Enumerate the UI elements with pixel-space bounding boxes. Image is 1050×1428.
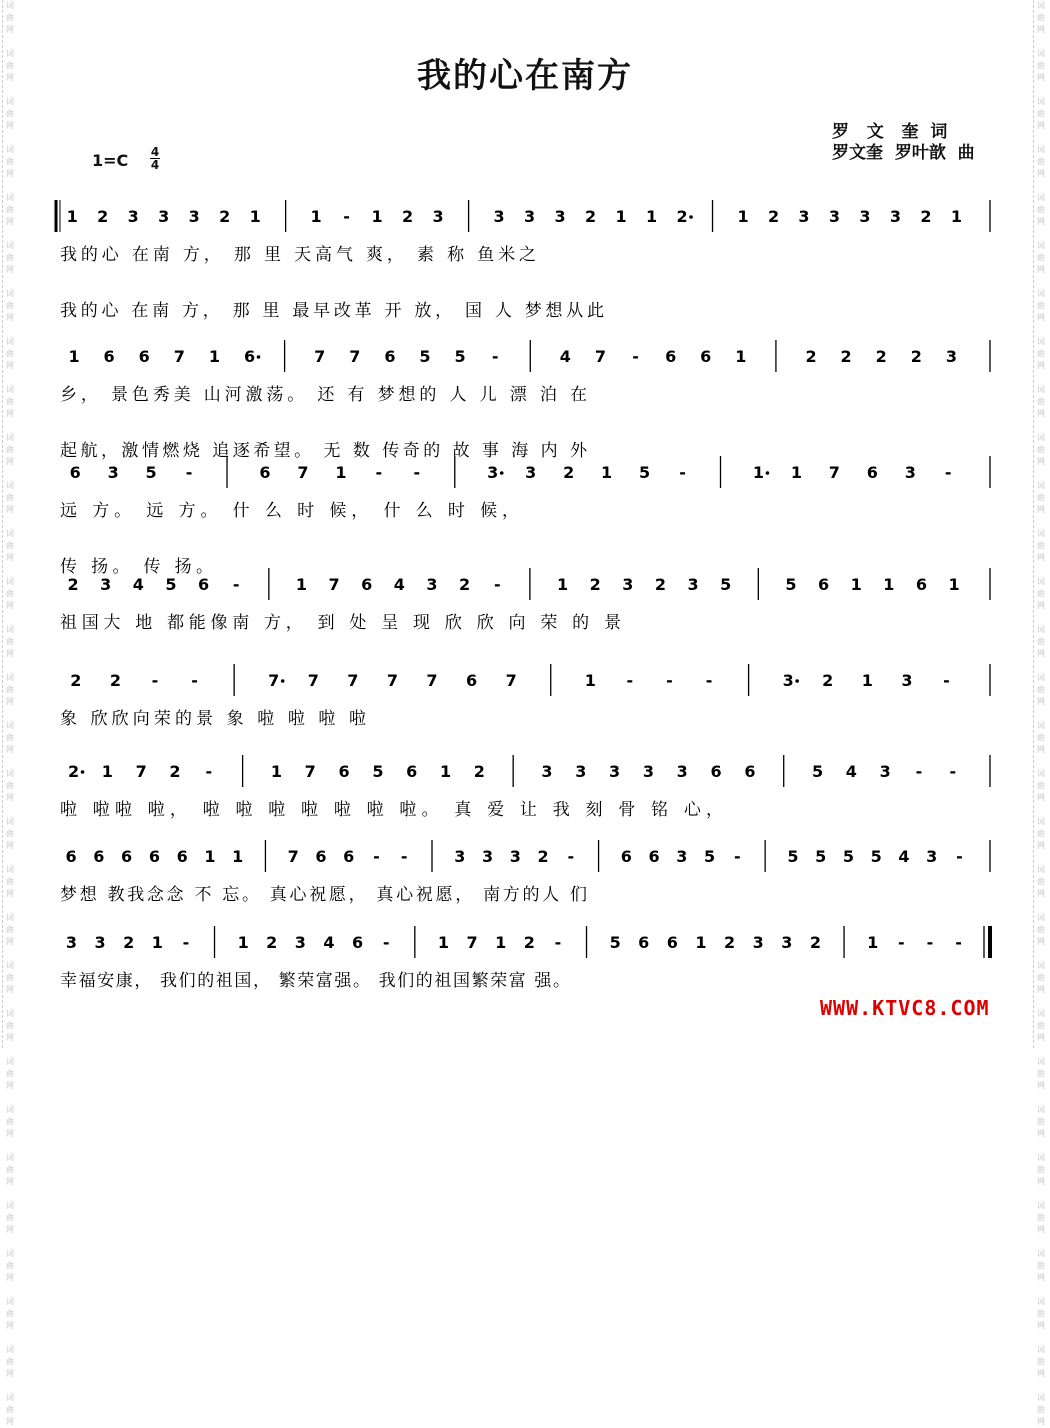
note: 1 — [948, 575, 960, 594]
note: 5 — [419, 347, 431, 366]
note: 6 — [361, 575, 373, 594]
note: 1 — [495, 933, 507, 952]
note: 3 — [642, 762, 655, 781]
lyric-line: 乡， 景色秀美 山河激荡。 还 有 梦想的 人 儿 漂 泊 在 — [60, 385, 587, 405]
note: - — [151, 671, 159, 690]
note: 3 — [879, 762, 891, 781]
note: 2 — [537, 847, 549, 866]
note: 5 — [842, 847, 854, 866]
note: 4 — [323, 933, 335, 952]
note: 5 — [815, 847, 827, 866]
note: 2 — [70, 671, 82, 690]
note: 6 — [666, 933, 678, 952]
note: 5 — [785, 575, 797, 594]
note: 6 — [818, 575, 830, 594]
note: 1 — [437, 933, 450, 952]
note: 2 — [97, 207, 109, 226]
note: 1 — [850, 575, 862, 594]
note: - — [926, 933, 934, 952]
note: 3 — [525, 463, 537, 482]
note: 3 — [945, 347, 957, 366]
note: 1 — [883, 575, 895, 594]
note: 3 — [622, 575, 634, 594]
note: 3 — [676, 847, 688, 866]
note: 1 — [101, 762, 113, 781]
note: 1 — [950, 207, 963, 226]
note: 1 — [439, 762, 452, 781]
lyric-line: 起航，激情燃烧 追逐希望。 无 数 传奇的 故 事 海 内 外 — [60, 441, 587, 461]
note: 4 — [559, 347, 571, 366]
note: 7 — [173, 347, 185, 366]
lyric-line: 幸福安康， 我们的祖国， 繁荣富强。 我们的祖国繁荣富 强。 — [60, 971, 570, 991]
note: 3 — [926, 847, 938, 866]
note: 5 — [811, 762, 824, 781]
note: 3 — [107, 463, 119, 482]
note: 1 — [371, 207, 383, 226]
note: 7 — [347, 671, 359, 690]
note: - — [567, 847, 575, 866]
dot-note — [766, 471, 770, 475]
note: 5 — [720, 575, 732, 594]
note: - — [382, 933, 390, 952]
note: 3 — [609, 762, 621, 781]
note: - — [554, 933, 562, 952]
note: 1 — [695, 933, 707, 952]
note: 7 — [314, 347, 326, 366]
note: 2 — [67, 762, 80, 781]
note: 7 — [466, 933, 478, 952]
note: 6 — [343, 847, 355, 866]
note: 6 — [866, 463, 878, 482]
note: 3 — [294, 933, 306, 952]
note: 7 — [505, 671, 517, 690]
note: 7 — [287, 847, 299, 866]
note: 7 — [307, 671, 319, 690]
note: 5 — [145, 463, 157, 482]
note: 2 — [123, 933, 135, 952]
note: 1 — [584, 671, 596, 690]
note: 3 — [541, 762, 553, 781]
note: 1 — [68, 347, 80, 366]
note: 1 — [232, 847, 244, 866]
note: 6 — [243, 347, 256, 366]
note: 3 — [432, 207, 444, 226]
note: 3 — [752, 933, 764, 952]
key-signature: 1=C — [92, 151, 129, 170]
note: 1 — [861, 671, 873, 690]
lyric-line: 梦想 教我念念 不 忘。 真心祝愿， 真心祝愿， 南方的人 们 — [60, 885, 587, 905]
note: 3 — [127, 207, 139, 226]
note: 7 — [268, 671, 280, 690]
note: 3 — [158, 207, 170, 226]
note: 5 — [870, 847, 882, 866]
note: 1 — [556, 575, 569, 594]
note: 4 — [393, 575, 405, 594]
note: 7 — [828, 463, 840, 482]
note: 6 — [69, 463, 81, 482]
note: 2 — [584, 207, 597, 226]
right-watermark-strip: 词 曲 网 词 曲 网 词 曲 网 词 曲 网 词 曲 网 词 曲 网 词 曲 网 词 曲 网 词 曲 网 词 曲 网 词 曲 网 词 曲 网 词 曲 网 词 曲 网 词 曲 网 词 曲 网 词 曲 网 词 曲 网 词 曲 网 词 曲 网 词 曲 网 词 曲 网 词 曲 网 词 曲 网 词 曲 网 词 曲 网 词 曲 网 词 曲 网 词 曲 网 词 曲 网 — [1033, 0, 1048, 1048]
note: 3 — [828, 207, 841, 226]
note: - — [373, 847, 380, 866]
note: 7 — [304, 762, 316, 781]
note: 6 — [648, 847, 660, 866]
note: 7 — [297, 463, 309, 482]
note: 3 — [676, 762, 688, 781]
note: - — [943, 671, 950, 690]
note: 2 — [676, 207, 688, 226]
note: 2 — [724, 933, 736, 952]
lyric-line: 传 扬。 传 扬。 — [60, 557, 213, 577]
note: 6 — [744, 762, 756, 781]
note: 2 — [169, 762, 181, 781]
note: 6 — [352, 933, 364, 952]
note: 6 — [259, 463, 271, 482]
note: 4 — [845, 762, 857, 781]
note: 2 — [523, 933, 535, 952]
dot-note — [257, 355, 261, 359]
note: 3 — [100, 575, 112, 594]
dot-note — [795, 679, 799, 683]
note: 2 — [920, 207, 932, 226]
note: 3 — [426, 575, 438, 594]
note: 2 — [563, 463, 575, 482]
note: 1 — [295, 575, 308, 594]
note: 3 — [65, 933, 78, 952]
note: 3 — [687, 575, 699, 594]
note: 7 — [135, 762, 147, 781]
note: 2 — [459, 575, 471, 594]
note: 4 — [898, 847, 910, 866]
note: - — [205, 762, 213, 781]
note: - — [666, 671, 673, 690]
left-watermark-strip: 词 曲 网 词 曲 网 词 曲 网 词 曲 网 词 曲 网 词 曲 网 词 曲 网 词 曲 网 词 曲 网 词 曲 网 词 曲 网 词 曲 网 词 曲 网 词 曲 网 词 曲 网 词 曲 网 词 曲 网 词 曲 网 词 曲 网 词 曲 网 词 曲 网 词 曲 网 词 曲 网 词 曲 网 词 曲 网 词 曲 网 词 曲 网 词 曲 网 词 曲 网 词 曲 网 — [2, 0, 17, 1048]
song-title: 我的心在南方 — [417, 56, 633, 96]
note: 2 — [67, 575, 79, 594]
note: - — [493, 575, 501, 594]
note: 2 — [473, 762, 485, 781]
note: - — [949, 762, 957, 781]
note: - — [413, 463, 421, 482]
note: 2 — [840, 347, 852, 366]
note: 3 — [782, 671, 794, 690]
note: 3 — [487, 463, 499, 482]
note: 1 — [335, 463, 347, 482]
note: - — [232, 575, 240, 594]
note: 1 — [204, 847, 216, 866]
note: 6 — [148, 847, 160, 866]
note: 6 — [103, 347, 115, 366]
note: - — [375, 463, 383, 482]
note: - — [343, 207, 350, 226]
note: 6 — [198, 575, 210, 594]
note: - — [705, 671, 713, 690]
note: 2 — [402, 207, 414, 226]
note: 5 — [372, 762, 384, 781]
note: 2 — [822, 671, 834, 690]
note: 6 — [466, 671, 478, 690]
note: 2 — [266, 933, 278, 952]
lyricist-credit: 罗 文 奎 词 — [832, 122, 948, 142]
note: 7 — [594, 347, 607, 366]
note: 2 — [219, 207, 231, 226]
note: 3 — [94, 933, 106, 952]
note: 2 — [809, 933, 822, 952]
note: 2 — [875, 347, 887, 366]
note: 7 — [349, 347, 361, 366]
note: 5 — [787, 847, 799, 866]
note: 6 — [338, 762, 350, 781]
note: 6 — [93, 847, 105, 866]
note: 3 — [859, 207, 871, 226]
note: - — [944, 463, 952, 482]
note: 3 — [454, 847, 466, 866]
note: 1 — [601, 463, 613, 482]
note: 6 — [315, 847, 327, 866]
note: - — [897, 933, 905, 952]
note: 6 — [620, 847, 632, 866]
note: 1 — [208, 347, 220, 366]
note: 3 — [798, 207, 810, 226]
note: 2 — [910, 347, 922, 366]
note: 1 — [151, 933, 163, 952]
note: 6 — [915, 575, 928, 594]
lyric-line: 象 欣欣向荣的景 象 啦 啦 啦 啦 — [60, 709, 366, 729]
note: 7 — [386, 671, 398, 690]
note: 1 — [645, 207, 658, 226]
dot-note — [689, 215, 693, 219]
note: 5 — [165, 575, 177, 594]
dot-note — [500, 471, 504, 475]
note: 1 — [66, 207, 78, 226]
note: 1 — [735, 347, 747, 366]
note: - — [182, 933, 190, 952]
note: 5 — [639, 463, 651, 482]
note: 2 — [805, 347, 817, 366]
lyric-line: 我的心 在南 方， 那 里 最早改革 开 放， 国 人 梦想从此 — [60, 301, 604, 321]
note: 5 — [454, 347, 466, 366]
note: - — [491, 347, 499, 366]
note: 1 — [867, 933, 879, 952]
note: 7 — [426, 671, 438, 690]
note: 3 — [904, 463, 916, 482]
note: - — [626, 671, 634, 690]
note: 6 — [710, 762, 722, 781]
lyric-line: 远 方。 远 方。 什 么 时 候， 什 么 时 候， — [60, 501, 519, 521]
note: 5 — [704, 847, 716, 866]
note: - — [915, 762, 923, 781]
note: - — [632, 347, 639, 366]
note: 6 — [665, 347, 677, 366]
note: 1 — [752, 463, 765, 482]
note: 3 — [188, 207, 200, 226]
note: - — [185, 463, 193, 482]
note: 3 — [509, 847, 521, 866]
note: 6 — [638, 933, 650, 952]
dot-note — [281, 679, 285, 683]
time-top: 4 — [150, 145, 160, 159]
note: 3 — [781, 933, 793, 952]
note: 3 — [901, 671, 913, 690]
note: 3 — [554, 207, 566, 226]
note: 2 — [109, 671, 121, 690]
note: 2 — [589, 575, 601, 594]
note: 1 — [249, 207, 261, 226]
note: 1 — [737, 207, 749, 226]
note: 1 — [790, 463, 802, 482]
note: - — [400, 847, 408, 866]
note: 6 — [384, 347, 396, 366]
note: 1 — [270, 762, 283, 781]
note: 6 — [65, 847, 77, 866]
note: 6 — [700, 347, 712, 366]
note: 2 — [767, 207, 780, 226]
lyric-line: 我的心 在南 方， 那 里 天高气 爽， 素 称 鱼米之 — [60, 245, 536, 265]
time-bottom: 4 — [150, 158, 160, 172]
lyric-line: 啦 啦啦 啦， 啦 啦 啦 啦 啦 啦 啦。 真 爱 让 我 刻 骨 铭 心， — [60, 800, 723, 820]
note: 5 — [609, 933, 621, 952]
note: 2 — [654, 575, 666, 594]
composer-credit: 罗文奎 罗叶歆 曲 — [832, 143, 975, 163]
note: - — [956, 847, 963, 866]
dot-note — [81, 770, 85, 774]
note: 3 — [575, 762, 587, 781]
lyric-line: 祖国大 地 都能像南 方， 到 处 呈 现 欣 欣 向 荣 的 景 — [60, 613, 621, 633]
note: 1 — [237, 933, 249, 952]
note: 6 — [121, 847, 133, 866]
note: 3 — [481, 847, 494, 866]
note: 3 — [889, 207, 902, 226]
note: 6 — [176, 847, 188, 866]
note: 7 — [328, 575, 340, 594]
note: - — [955, 933, 962, 952]
note: 3 — [493, 207, 505, 226]
note: 1 — [310, 207, 322, 226]
note: - — [191, 671, 198, 690]
note: - — [679, 463, 686, 482]
website-watermark: WWW.KTVC8.COM — [820, 996, 990, 1020]
note: - — [734, 847, 741, 866]
note: 6 — [406, 762, 418, 781]
note: 6 — [138, 347, 150, 366]
note: 1 — [615, 207, 627, 226]
note: 3 — [524, 207, 536, 226]
note: 4 — [132, 575, 144, 594]
